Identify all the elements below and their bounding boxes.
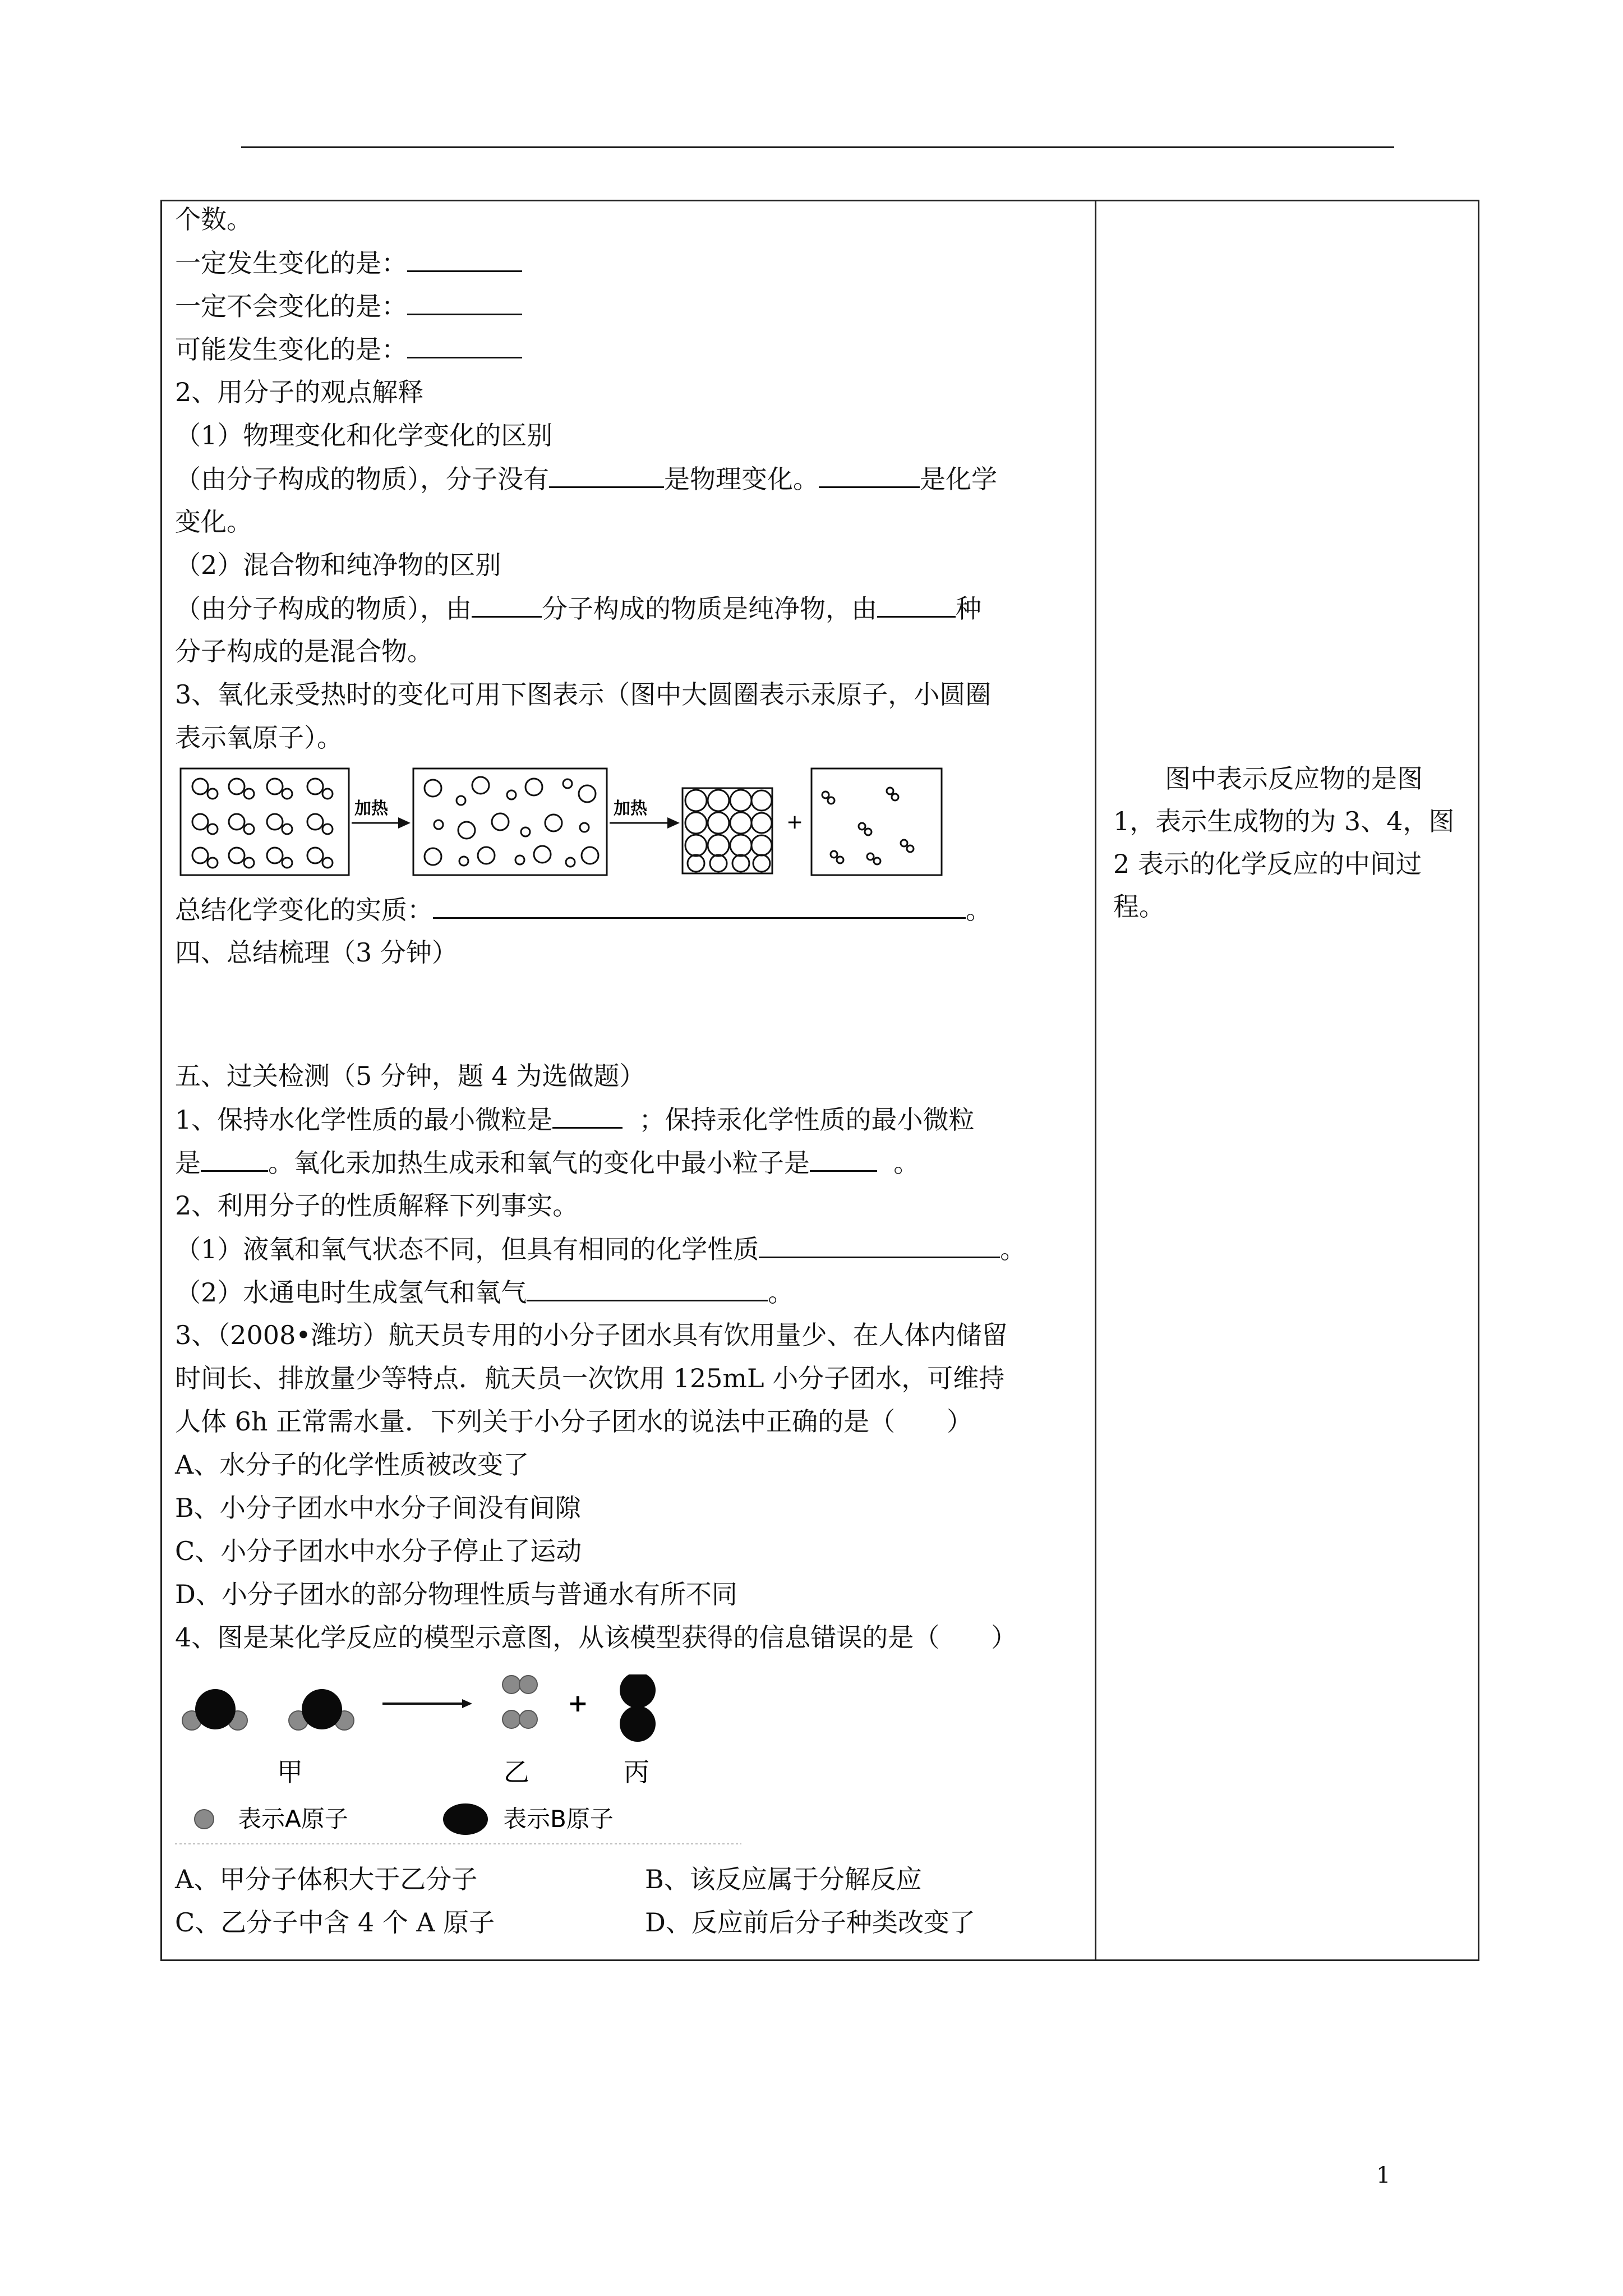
line-change: 变化。 bbox=[175, 507, 252, 537]
line-count: 个数。 bbox=[175, 204, 252, 234]
line-q4: 4、图是某化学反应的模型示意图，从该模型获得的信息错误的是（ ） bbox=[175, 1622, 1017, 1653]
page-number: 1 bbox=[1376, 2162, 1391, 2188]
blank-electrolysis[interactable] bbox=[527, 1275, 768, 1301]
reactant-molecules bbox=[192, 779, 333, 868]
blank-physical[interactable] bbox=[549, 462, 664, 488]
option-4d[interactable]: D、反应前后分子种类改变了 bbox=[645, 1907, 975, 1938]
blank-smallest-particle[interactable] bbox=[810, 1145, 877, 1172]
line-heading-2: 2、用分子的观点解释 bbox=[175, 377, 424, 407]
column-divider bbox=[1095, 200, 1096, 1961]
heat-label-2: 加热 bbox=[614, 799, 647, 818]
legend-b-swatch bbox=[443, 1803, 488, 1835]
mercury-atoms bbox=[685, 790, 772, 872]
plus-sign-2: + bbox=[568, 1689, 588, 1718]
line-mixture: 分子构成的是混合物。 bbox=[175, 636, 433, 666]
line-heading-3: 3、氧化汞受热时的变化可用下图表示（图中大圆圈表示汞原子，小圆圈 bbox=[175, 679, 992, 710]
molecule-yi bbox=[502, 1676, 537, 1728]
option-3c[interactable]: C、小分子团水中水分子停止了运动 bbox=[175, 1536, 582, 1566]
line-heading-4: 四、总结梳理（3 分钟） bbox=[175, 937, 458, 968]
mercury-oxide-diagram bbox=[175, 760, 1050, 884]
line-q3-cont2: 人体 6h 正常需水量．下列关于小分子团水的说法中正确的是（ ） bbox=[175, 1406, 973, 1437]
right-column-note: 图中表示反应物的是图 1，表示生成物的为 3、4，图 2 表示的化学反应的中间过程。 bbox=[1113, 763, 1455, 922]
heat-label-1: 加热 bbox=[354, 799, 388, 818]
line-q2-2: （2）水通电时生成氢气和氧气 。 bbox=[175, 1275, 794, 1309]
line-q3: 3、（2008•潍坊）航天员专用的小分子团水具有饮用量少、在人体内储留 bbox=[175, 1320, 1008, 1350]
box-oxygen bbox=[811, 769, 942, 875]
line-sub-2: （2）混合物和纯净物的区别 bbox=[175, 550, 501, 580]
line-may-change: 可能发生变化的是： bbox=[175, 332, 522, 366]
line-q2: 2、利用分子的性质解释下列事实。 bbox=[175, 1190, 579, 1221]
box-mercury bbox=[683, 788, 772, 873]
line-heading-5: 五、过关检测（5 分钟，题 4 为选做题） bbox=[175, 1061, 645, 1091]
blank-must-change[interactable] bbox=[407, 246, 522, 272]
line-never-change: 一定不会变化的是： bbox=[175, 289, 522, 323]
reaction-model-diagram bbox=[175, 1674, 764, 1854]
legend-a-swatch bbox=[195, 1810, 214, 1829]
intermediate-atoms bbox=[425, 777, 598, 867]
option-3a[interactable]: A、水分子的化学性质被改变了 bbox=[175, 1450, 529, 1480]
label-jia: 甲 bbox=[277, 1757, 303, 1787]
line-oxygen-atom: 表示氧原子）。 bbox=[175, 723, 343, 753]
reaction-arrow bbox=[382, 1699, 472, 1708]
option-4a[interactable]: A、甲分子体积大于乙分子 bbox=[175, 1864, 478, 1894]
blank-never-change[interactable] bbox=[407, 289, 522, 315]
option-3b[interactable]: B、小分子团水中水分子间没有间隙 bbox=[175, 1493, 581, 1523]
line-summary: 总结化学变化的实质： 。 bbox=[175, 892, 992, 927]
legend-b-label: 表示B原子 bbox=[503, 1805, 614, 1833]
oxygen-molecules bbox=[822, 788, 914, 864]
line-must-change: 一定发生变化的是： bbox=[175, 246, 522, 280]
label-bing: 丙 bbox=[624, 1757, 649, 1787]
line-physical-chemical: （由分子构成的物质），分子没有 是物理变化。 是化学 bbox=[175, 462, 997, 496]
blank-water-particle[interactable] bbox=[552, 1102, 623, 1129]
line-q1-cont: 是 。氧化汞加热生成汞和氧气的变化中最小粒子是 。 bbox=[175, 1145, 919, 1180]
molecule-jia-1 bbox=[182, 1689, 247, 1730]
line-q1: 1、保持水化学性质的最小微粒是 ；保持汞化学性质的最小微粒 bbox=[175, 1102, 975, 1137]
blank-mixture[interactable] bbox=[877, 591, 956, 618]
line-sub-1: （1）物理变化和化学变化的区别 bbox=[175, 420, 553, 450]
header-rule bbox=[241, 146, 1394, 148]
option-3d[interactable]: D、小分子团水的部分物理性质与普通水有所不同 bbox=[175, 1579, 737, 1609]
line-q3-cont1: 时间长、排放量少等特点．航天员一次饮用 125mL 小分子团水，可维持 bbox=[175, 1363, 1005, 1393]
line-q2-1: （1）液氧和氧气状态不同，但具有相同的化学性质 。 bbox=[175, 1232, 1026, 1266]
molecule-bing bbox=[620, 1674, 656, 1742]
plus-sign: + bbox=[786, 811, 804, 834]
blank-essence[interactable] bbox=[433, 892, 966, 919]
option-4c[interactable]: C、乙分子中含 4 个 A 原子 bbox=[175, 1907, 495, 1938]
molecule-jia-2 bbox=[289, 1689, 354, 1730]
blank-pure[interactable] bbox=[472, 591, 542, 618]
blank-mercury-particle[interactable] bbox=[201, 1145, 268, 1172]
label-yi: 乙 bbox=[504, 1757, 529, 1787]
legend-a-label: 表示A原子 bbox=[238, 1805, 348, 1833]
blank-may-change[interactable] bbox=[407, 332, 522, 358]
line-mixture-pure: （由分子构成的物质），由 分子构成的物质是纯净物，由 种 bbox=[175, 591, 981, 625]
blank-chemical[interactable] bbox=[819, 462, 920, 488]
blank-liquid-oxygen[interactable] bbox=[759, 1232, 1000, 1258]
option-4b[interactable]: B、该反应属于分解反应 bbox=[645, 1864, 922, 1894]
